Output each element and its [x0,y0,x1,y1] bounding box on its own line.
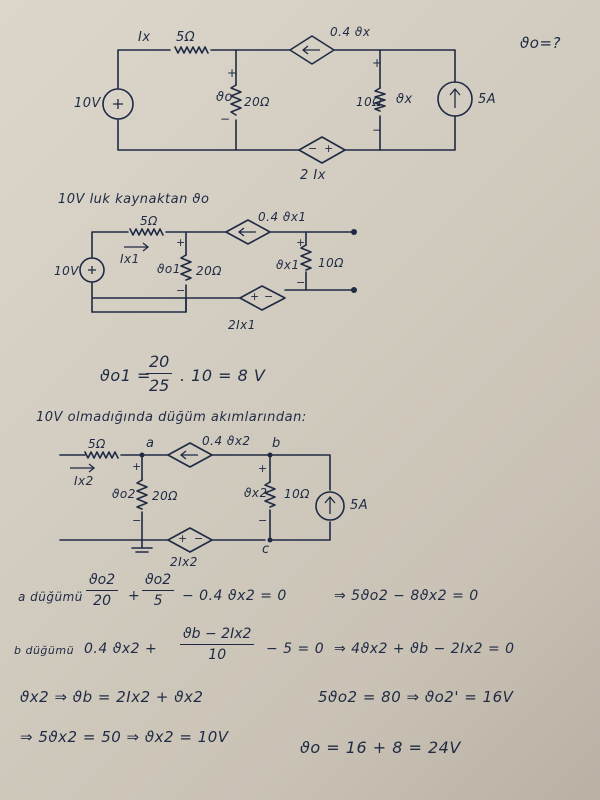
c3-ix-label: Ix2 [74,474,94,488]
c2-dep-minus: − [264,290,274,303]
c1-ix-label: Ix [138,30,151,45]
eq-b-label: b düğümü [14,644,75,657]
c2-vo-label: ϑo1 [157,262,181,276]
eq-a-den-2: 5 [153,593,163,609]
c1-minus-1: − [220,112,231,126]
eq-a-result: ⇒ 5ϑo2 − 8ϑx2 = 0 [334,588,479,604]
circuit-1-voltage-source [103,89,133,119]
c3-dep-bottom-label: 2Ix2 [170,555,198,569]
c2-dep-bottom-label: 2Ix1 [228,318,256,332]
circuit-2-ix-arrow [124,243,148,251]
c3-minus-2: − [258,514,268,527]
c1-r-mid-label: 20Ω [244,95,270,109]
eq-e-line: ⇒ 5ϑx2 = 50 ⇒ ϑx2 = 10V [20,728,229,746]
circuit-3-dependent-voltage-source [168,528,212,552]
c2-minus-2: − [296,276,306,289]
eq-b-fraction [180,626,254,663]
c2-src-v-label: 10V [54,264,79,278]
eq-a-plus: + [128,588,141,604]
c1-r-right-label: 10Ω [356,95,382,109]
c3-vo-label: ϑo2 [112,487,136,501]
eq-a-label: a düğümü [18,590,83,604]
eq1-denominator: 25 [149,376,170,395]
c3-dep-minus: − [194,532,204,545]
eq-a-num-2: ϑo2 [142,572,174,591]
circuit-2-voltage-source [80,258,104,282]
c2-dep-top-label: 0.4 ϑx1 [258,210,307,224]
c2-ix-label: Ix1 [120,252,140,266]
c1-dep-bottom-label: 2 Ix [300,168,326,183]
c1-vx-label: ϑx [396,92,413,107]
eq-b-denominator: 10 [208,647,227,663]
circuit-2-open-terminals [351,229,357,293]
c1-dep-top-label: 0.4 ϑx [330,25,371,39]
eq-a-tail: − 0.4 ϑx2 = 0 [182,588,287,604]
c3-node-a: a [146,436,155,451]
c2-dep-plus: + [250,290,260,303]
c1-dep-minus: − [308,142,318,155]
circuit-3-ix-arrow [70,464,94,472]
c3-dep-top-label: 0.4 ϑx2 [202,434,251,448]
c1-src-i-label: 5A [478,92,497,107]
c1-src-v-label: 10V [74,96,101,111]
eq-a-num-1: ϑo2 [86,572,118,591]
c1-dep-plus: + [324,142,334,155]
c3-minus-1: − [132,514,142,527]
c3-plus-2: + [258,462,268,475]
eq-b-head: 0.4 ϑx2 + [84,641,158,657]
c2-plus-1: + [176,236,186,249]
c3-r-mid-label: 20Ω [152,489,178,503]
c3-vx-label: ϑx2 [244,486,268,500]
eq-d-line: 5ϑo2 = 80 ⇒ ϑo2' = 16V [318,688,514,706]
final-answer: ϑo = 16 + 8 = 24V [300,738,461,757]
eq1-lhs: ϑo1 = [100,366,151,385]
c2-r-mid-label: 20Ω [196,264,222,278]
c2-minus-1: − [176,284,186,297]
c1-r-series-label: 5Ω [176,30,196,45]
eq-a-fraction-2 [142,572,174,609]
c3-node-c: c [262,542,270,557]
c1-minus-2: − [372,123,383,137]
c1-vo-label: ϑo [216,90,234,105]
circuit-1-current-source [438,82,472,116]
eq-b-result: ⇒ 4ϑx2 + ϑb − 2Ix2 = 0 [334,641,515,657]
eq-b-tail: − 5 = 0 [266,641,325,657]
c3-r-series-label: 5Ω [88,437,106,451]
c3-node-b: b [272,436,281,451]
c2-plus-2: + [296,236,306,249]
eq-b-numerator: ϑb − 2Ix2 [180,626,254,645]
c3-plus-1: + [132,460,142,473]
c2-r-series-label: 5Ω [140,214,158,228]
eq1-fraction [146,352,172,395]
c1-plus-1: + [227,66,238,80]
c3-r-right-label: 10Ω [284,487,310,501]
circuit-2-dependent-voltage-source [240,286,285,310]
c2-vx-label: ϑx1 [276,258,300,272]
c3-dep-plus: + [178,532,188,545]
eq-a-fraction-1 [86,572,118,609]
c2-r-right-label: 10Ω [318,256,344,270]
c3-src-i-label: 5A [350,498,369,513]
eq1-rhs: . 10 = 8 V [180,366,266,385]
circuit-1-dependent-voltage-source [299,137,345,163]
circuit-2-wiring [92,229,354,312]
circuit-3-ground-symbol [132,540,152,552]
eq-a-den-1: 20 [93,593,111,609]
eq1-numerator: 20 [146,352,172,374]
heading-source-10v: 10V luk kaynaktan ϑo [58,192,210,207]
circuit-1-dependent-current-source [290,36,334,64]
eq-c-line: ϑx2 ⇒ ϑb = 2Ix2 + ϑx2 [20,688,204,706]
circuit-3-current-source [316,492,344,520]
c1-plus-2: + [372,56,383,70]
heading-node-currents: 10V olmadığında düğüm akımlarından: [36,410,307,425]
question-vo: ϑo=? [520,34,561,52]
